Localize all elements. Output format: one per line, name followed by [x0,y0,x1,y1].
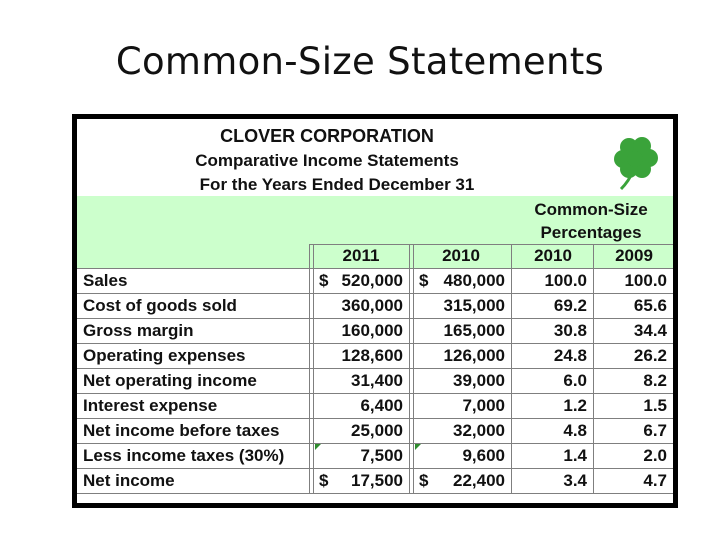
company-name: CLOVER CORPORATION [220,126,434,146]
row-label: Less income taxes (30%) [83,446,285,465]
amount-2010: 480,000 [443,271,505,290]
statement-frame [72,114,678,508]
statement-period: For the Years Ended December 31 [199,175,475,194]
currency-symbol: $ [419,271,429,290]
column-divider [511,245,512,494]
row-divider [77,368,673,369]
row-label: Net income before taxes [83,421,280,440]
column-divider [313,245,314,494]
row-divider [77,493,673,494]
percent-2009: 4.7 [643,471,667,490]
amount-2011: 6,400 [360,396,403,415]
row-label: Sales [83,271,128,290]
row-divider [77,268,673,269]
row-label: Gross margin [83,321,194,340]
percent-2010: 1.4 [563,446,587,465]
amount-2011: 520,000 [341,271,403,290]
row-divider [77,293,673,294]
percent-2010: 100.0 [544,271,587,290]
year-header-pct-2009: 2009 [615,246,653,265]
row-divider [77,443,673,444]
header-divider [309,244,673,245]
currency-symbol: $ [319,471,329,490]
percent-2009: 65.6 [633,296,667,315]
common-size-header-line2: Percentages [540,223,642,242]
column-divider [593,245,594,494]
row-divider [77,393,673,394]
percent-2010: 1.2 [563,396,587,415]
amount-2011: 31,400 [351,371,403,390]
year-header-2011: 2011 [342,246,380,265]
row-label: Net operating income [83,371,257,390]
percent-2009: 100.0 [624,271,667,290]
amount-2011: 7,500 [360,446,403,465]
row-label: Interest expense [83,396,218,415]
row-divider [77,418,673,419]
amount-2010: 315,000 [443,296,505,315]
amount-2011: 25,000 [351,421,403,440]
percent-2010: 69.2 [553,296,587,315]
year-header-pct-2010: 2010 [534,246,572,265]
percent-2010: 30.8 [553,321,587,340]
amount-2010: 7,000 [462,396,505,415]
row-label: Net income [83,471,175,490]
slide-title: Common-Size Statements [115,40,605,83]
amount-2010: 22,400 [453,471,505,490]
column-divider [409,245,410,494]
row-label: Cost of goods sold [83,296,237,315]
common-size-header-line1: Common-Size [534,200,648,219]
amount-2011: 17,500 [351,471,403,490]
amount-2010: 9,600 [462,446,505,465]
statement-name: Comparative Income Statements [195,151,459,170]
amount-2010: 39,000 [453,371,505,390]
percent-2009: 6.7 [643,421,667,440]
percent-2009: 1.5 [643,396,667,415]
percent-2010: 6.0 [563,371,587,390]
percent-2009: 34.4 [633,321,667,340]
row-label: Operating expenses [83,346,246,365]
amount-2011: 360,000 [341,296,403,315]
common-size-header [509,198,673,244]
cell-marker [315,444,321,450]
column-divider [413,245,414,494]
amount-2010: 32,000 [453,421,505,440]
cell-marker [415,444,421,450]
amount-2011: 160,000 [341,321,403,340]
column-divider [309,245,310,494]
year-header-2010: 2010 [442,246,480,265]
amount-2010: 165,000 [443,321,505,340]
percent-2009: 26.2 [633,346,667,365]
percent-2010: 3.4 [563,471,587,490]
row-divider [77,468,673,469]
percent-2010: 4.8 [563,421,587,440]
statement-panel [77,119,673,503]
percent-2009: 8.2 [643,371,667,390]
currency-symbol: $ [419,471,429,490]
currency-symbol: $ [319,271,329,290]
percent-2009: 2.0 [643,446,667,465]
clover-icon [609,133,661,193]
statement-heading [77,119,673,195]
row-divider [77,343,673,344]
amount-2010: 126,000 [443,346,505,365]
amount-2011: 128,600 [341,346,403,365]
percent-2010: 24.8 [553,346,587,365]
row-divider [77,318,673,319]
